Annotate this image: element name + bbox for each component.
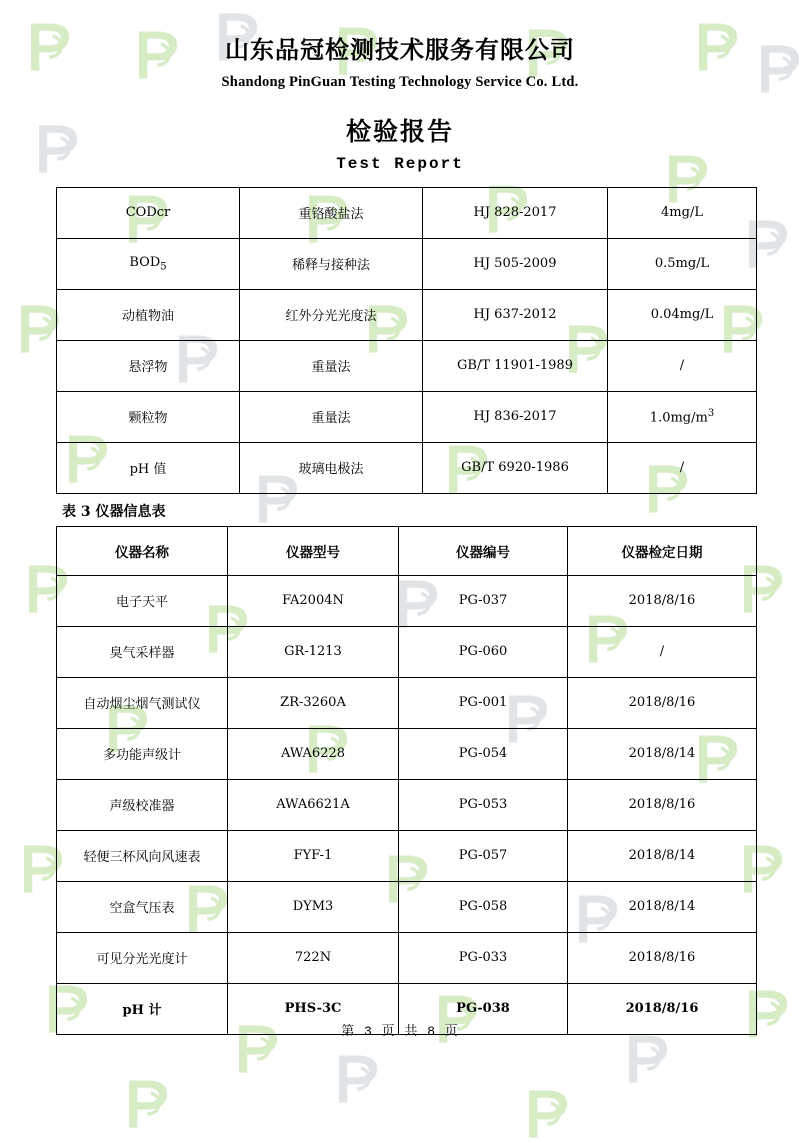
cell-verification-date: 2018/8/14 xyxy=(568,830,757,881)
cell-instrument-serial: PG-057 xyxy=(399,830,568,881)
cell-instrument-serial: PG-001 xyxy=(399,677,568,728)
company-name-cn: 山东品冠检测技术服务有限公司 xyxy=(225,35,575,64)
column-header-instrument-serial: 仪器编号 xyxy=(399,526,568,575)
cell-detection-limit: 0.04mg/L xyxy=(608,289,757,340)
instruments-table xyxy=(56,526,757,1035)
cell-verification-date: 2018/8/14 xyxy=(568,728,757,779)
cell-detection-limit: 4mg/L xyxy=(608,187,757,238)
cell-item-name: $BOD_5$ xyxy=(57,238,240,289)
table-row xyxy=(57,340,757,391)
cell-verification-date: 2018/8/16 xyxy=(568,983,757,1034)
cell-method: 重量法 xyxy=(240,340,423,391)
cell-instrument-model: AWA6228 xyxy=(228,728,399,779)
cell-instrument-model: 722N xyxy=(228,932,399,983)
report-title-cn: 检验报告 xyxy=(345,116,454,146)
cell-instrument-name: 臭气采样器 xyxy=(57,626,228,677)
table-row xyxy=(57,626,757,677)
cell-instrument-model: ZR-3260A xyxy=(228,677,399,728)
cell-detection-limit: / xyxy=(608,442,757,493)
cell-instrument-name: pH 计 xyxy=(57,983,228,1034)
cell-instrument-model: FYF-1 xyxy=(228,830,399,881)
methods-table xyxy=(56,187,757,494)
cell-detection-limit: / xyxy=(608,340,757,391)
cell-instrument-model: DYM3 xyxy=(228,881,399,932)
cell-instrument-serial: PG-060 xyxy=(399,626,568,677)
cell-instrument-serial: PG-033 xyxy=(399,932,568,983)
cell-verification-date: 2018/8/16 xyxy=(568,932,757,983)
cell-detection-limit: $1.0mg/m^3$ xyxy=(608,391,757,442)
table-row xyxy=(57,442,757,493)
table-row xyxy=(57,728,757,779)
column-header-verification-date: 仪器检定日期 xyxy=(568,526,757,575)
cell-verification-date: 2018/8/14 xyxy=(568,881,757,932)
cell-instrument-model: FA2004N xyxy=(228,575,399,626)
cell-instrument-serial: PG-053 xyxy=(399,779,568,830)
cell-standard: HJ 836-2017 xyxy=(423,391,608,442)
cell-detection-limit: 0.5mg/L xyxy=(608,238,757,289)
cell-instrument-name: 空盒气压表 xyxy=(57,881,228,932)
cell-method: 玻璃电极法 xyxy=(240,442,423,493)
company-name-en: Shandong PinGuan Testing Technology Service Co. Ltd. xyxy=(221,73,579,90)
cell-item-name: 颗粒物 xyxy=(57,391,240,442)
cell-instrument-serial: PG-054 xyxy=(399,728,568,779)
cell-instrument-serial: PG-037 xyxy=(399,575,568,626)
cell-instrument-name: 轻便三杯风向风速表 xyxy=(57,830,228,881)
cell-instrument-model: GR-1213 xyxy=(228,626,399,677)
cell-instrument-serial: PG-058 xyxy=(399,881,568,932)
cell-standard: GB/T 11901-1989 xyxy=(423,340,608,391)
column-header-instrument-name: 仪器名称 xyxy=(57,526,228,575)
table-row xyxy=(57,932,757,983)
table-row xyxy=(57,677,757,728)
cell-standard: HJ 505-2009 xyxy=(423,238,608,289)
cell-instrument-model: AWA6621A xyxy=(228,779,399,830)
cell-verification-date: 2018/8/16 xyxy=(568,677,757,728)
table-row xyxy=(57,289,757,340)
cell-method: 重量法 xyxy=(240,391,423,442)
table-row xyxy=(57,187,757,238)
cell-method: 稀释与接种法 xyxy=(240,238,423,289)
cell-instrument-name: 多功能声级计 xyxy=(57,728,228,779)
cell-item-name: 动植物油 xyxy=(57,289,240,340)
table-row xyxy=(57,830,757,881)
table-header-row xyxy=(57,526,757,575)
column-header-instrument-model: 仪器型号 xyxy=(228,526,399,575)
cell-verification-date: 2018/8/16 xyxy=(568,575,757,626)
cell-instrument-name: 可见分光光度计 xyxy=(57,932,228,983)
cell-standard: GB/T 6920-1986 xyxy=(423,442,608,493)
cell-verification-date: / xyxy=(568,626,757,677)
report-title-en: Test Report xyxy=(336,154,464,173)
cell-verification-date: 2018/8/16 xyxy=(568,779,757,830)
table-row xyxy=(57,238,757,289)
cell-standard: HJ 637-2012 xyxy=(423,289,608,340)
page-footer: 第 3 页 共 8 页 xyxy=(341,1024,459,1039)
instruments-table-caption: 表 3 仪器信息表 xyxy=(62,503,166,520)
cell-instrument-name: 声级校准器 xyxy=(57,779,228,830)
table-row xyxy=(57,779,757,830)
cell-item-name: 悬浮物 xyxy=(57,340,240,391)
table-row xyxy=(57,391,757,442)
cell-item-name: CODcr xyxy=(57,187,240,238)
cell-item-name: pH 值 xyxy=(57,442,240,493)
table-row xyxy=(57,881,757,932)
table-row xyxy=(57,575,757,626)
cell-standard: HJ 828-2017 xyxy=(423,187,608,238)
cell-instrument-serial: PG-038 xyxy=(399,983,568,1034)
cell-instrument-model: PHS-3C xyxy=(228,983,399,1034)
cell-method: 红外分光光度法 xyxy=(240,289,423,340)
cell-method: 重铬酸盐法 xyxy=(240,187,423,238)
cell-instrument-name: 电子天平 xyxy=(57,575,228,626)
cell-instrument-name: 自动烟尘烟气测试仪 xyxy=(57,677,228,728)
